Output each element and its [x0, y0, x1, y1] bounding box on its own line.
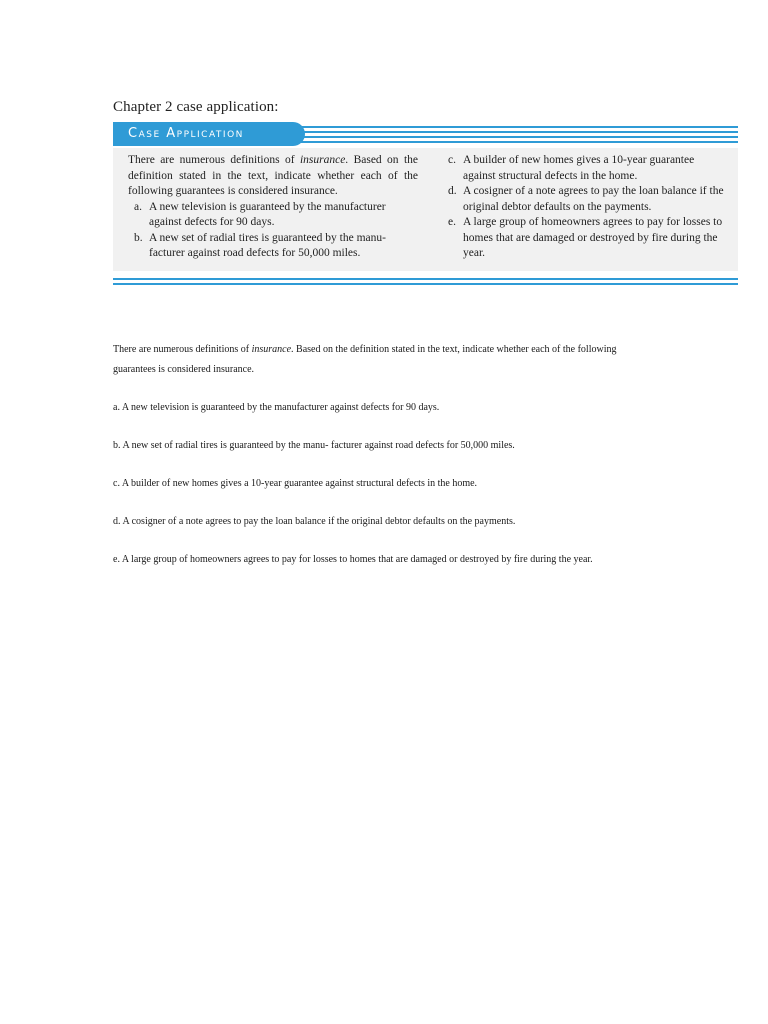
- case-intro-emphasis: insurance: [299, 154, 346, 166]
- case-item-c: [448, 153, 726, 184]
- question-e: e. A large group of homeowners agrees to pay for losses to homes that are damaged or destroyed by fire during the year.: [113, 554, 593, 565]
- case-item-e: [448, 215, 726, 262]
- body-intro: There are numerous definitions of insurance. Based on the definition stated in the text, indicate whether each of the following guarantees is considered insurance.: [113, 344, 617, 375]
- banner-stripe: [298, 141, 738, 143]
- case-item-b: [128, 231, 418, 262]
- body-intro-emphasis: insurance: [251, 344, 292, 355]
- banner-stripe: [298, 131, 738, 133]
- bottom-rule: [113, 278, 738, 280]
- case-item-letter: e.: [448, 216, 456, 228]
- case-banner: [113, 122, 305, 146]
- case-item-letter: c.: [448, 154, 456, 166]
- chapter-heading: Chapter 2 case application:: [113, 99, 279, 115]
- case-item-text: A new television is guaranteed by the manufacturer against defects for 90 days.: [149, 200, 386, 228]
- case-left-column: [128, 153, 418, 262]
- question-c: c. A builder of new homes gives a 10-year guarantee against structural defects in the home.: [113, 478, 478, 489]
- case-item-letter: d.: [448, 185, 457, 197]
- case-banner-title: Case Application: [128, 126, 244, 141]
- banner-stripe: [298, 126, 738, 128]
- case-intro: There are numerous definitions of insurance. Based on the definition stated in the text, indicate whether each of the following guarantees is considered insurance.: [128, 154, 418, 197]
- case-application-box: [113, 121, 738, 290]
- case-item-text: A large group of homeowners agrees to pay for losses to homes that are damaged or destroyed by fire during the year.: [463, 216, 723, 259]
- case-item-letter: b.: [134, 231, 143, 244]
- case-item-a: [128, 200, 418, 231]
- case-item-letter: a.: [134, 200, 142, 213]
- case-item-text: A builder of new homes gives a 10-year guarantee against structural defects in the home.: [463, 154, 695, 182]
- case-item-d: [448, 184, 726, 215]
- case-item-text: A new set of radial tires is guaranteed by the manu-facturer against road defects for 50,000 miles.: [149, 231, 386, 259]
- question-b: b. A new set of radial tires is guaranteed by the manu- facturer against road defects for 50,000 miles.: [113, 440, 515, 451]
- bottom-rule: [113, 283, 738, 285]
- case-right-column: [448, 153, 726, 262]
- case-item-text: A cosigner of a note agrees to pay the loan balance if the original debtor defaults on the payments.: [463, 185, 724, 213]
- banner-stripe: [298, 136, 738, 138]
- question-d: d. A cosigner of a note agrees to pay the loan balance if the original debtor defaults on the payments.: [113, 516, 516, 527]
- question-a: a. A new television is guaranteed by the manufacturer against defects for 90 days.: [113, 402, 440, 413]
